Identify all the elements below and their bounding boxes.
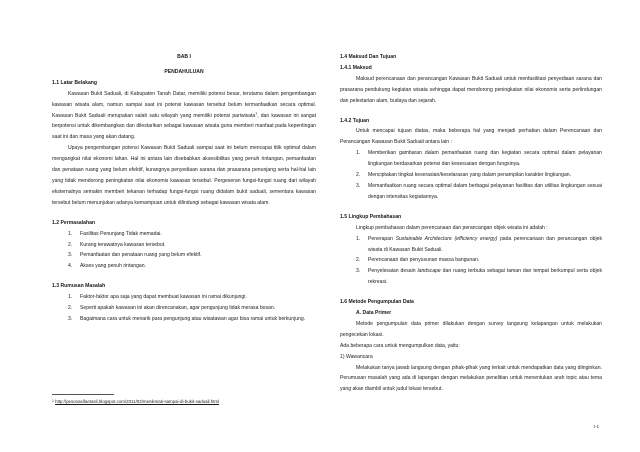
list-item: 3. Pemanfaatan dan penataan ruang yang belum efektif. [68,252,202,259]
section-1-6-subheading: A. Data Primer [356,310,392,317]
paragraph-text: Kawasan Bukit Saduali, di Kabupaten Tanah Datar, memiliki potensi besar, terutama dalam pengembangan kawasan wisata alam, namun sampai saat ini potensi kawasan tersebut belum termanfaatkan secara optimal. Kawasan Bukit Saduali merupakan salah satu wilayah yang memiliki potensi pariwisata [52,90,316,119]
footnote-ref[interactable]: 1 [255,110,258,115]
list-item: 1. Fasilitas Penunjang Tidak memadai. [68,230,162,237]
list-item: 1. Penerapan Sustainable Architecture (efficiency energy) pada perencanaan dan perancangan objek wisata di Kawasan Bukit Saduali. [356,235,603,253]
section-1-4-heading: 1.4 Maksud Dan Tujuan [340,54,397,60]
list-item-text: Faktor-faktor apa saja yang dapat membuat kawasan ini ramai dikunjungi. [80,294,247,301]
list-item: 2. Perencanaan dan penyusunan massa bangunan. [356,257,480,264]
list-item: 2. Kurang terawatnya kawasan tersebut. [68,241,166,248]
list-item-text: pada perencanaan dan perancangan objek wisata di Kawasan Bukit Saduali. [368,235,603,253]
section-1-6-paragraph-2: Ada beberapa cara untuk mengumpulkan data, yaitu: [340,342,460,349]
footnote-number: 1 [52,399,54,403]
list-item-text: Memanfaatkan ruang secara optimal dalam berbagai pelayanan fasilitas dan utilitas lingkungan sesuai dengan intensitas kegiatannya. [368,182,602,200]
list-item-text: Penerapan [368,235,396,242]
list-item: 1. Memberikan gambaran dalam pemanfaatan ruang dan kegiatan secara optimal dalam pelayanan lingkungan berdasarkan potensi dan kesesuaian dengan fungsinya. [356,150,602,168]
list-item-text: dan ruang terbuka sebagai taman dan tempat berkumpul serta objek rekreasi. [368,268,602,286]
objective-list [340,148,602,203]
footnote-divider [52,394,114,395]
section-1-1-heading: 1.1 Latar Belakang [52,79,98,86]
section-1-6-paragraph-1: Metode pengumpulan data primer dilakukan dengan survey langsung kelapangan untuk melakukan pengecekan lokasi. [340,320,602,338]
section-1-4-2-paragraph: Untuk mencapai tujuan diatas, maka beberapa hal yang menjadi perhatian dalam Perencanaan dan Perancangan Kawasan Bukit Saduali antara lain : [340,128,602,146]
list-item: 2. Menciptakan tingkat keserasian/keselarasan yang dalam penampilan karakter lingkungan. [356,172,572,179]
section-1-2-heading: 1.2 Permasalahan [52,219,96,226]
section-1-4-1-paragraph: Maksud perencanaan dan perancangan Kawasan Bukit Saduali untuk menfasilitasi penyediaan sarana dan prasarana pendukung kegiatan wisata sehingga dapat mendorong peningkatan nilai ekonomis serta perlindungan dan pelestarian alam, budaya dan sejarah. [340,75,602,104]
right-column [340,52,602,395]
list-item-text: Perencanaan dan penyusunan massa bangunan. [368,257,480,264]
list-item-text: Penyelesaian desain [368,268,418,275]
section-1-5-heading: 1.5 Lingkup Pembahasan [340,213,402,220]
section-1-1-paragraph-2: Upaya pengembangan potensi Kawasan Bukit Saduali sampai saat ini belum mencapai titik optimal dalam mengangkat nilai ekonomi lahan. Hal ini antara lain disebabkan aksesibilitas yang penuh rintangan, pemanfaatan dan penataan ruang yang belum efektif, kurangnya penyediaan sarana dan prasarana penunjang serta hal-hal lain yang tidak mendorong peningkatan nilai ekonomis kawasan tersebut. Pergeseran fungsi-fungsi ruang dari wilayah eksternalnya semakin memberi tekanan terhadap fungsi-fungsi ruang didalam bukit saduali, sementara kawasan tersebut belum menunjukan adanya kemampuan untuk dilindungi sebagai kawasan wisata alam. [52,145,316,206]
list-item-text: Menciptakan tingkat keserasian/keselarasan yang dalam penampilan karakter lingkungan. [368,172,572,179]
list-item-italic: Sustainable Architecture (efficiency energy) [395,235,498,242]
interview-item-label: 1) Wawancara [340,353,373,360]
list-item-italic: landscape [417,268,441,275]
section-1-1-paragraph-1 [52,89,316,144]
list-item: 3. Bagaimana cara untuk menarik para pengunjung atau wisatawan agar bisa ramai untuk berkunjung. [68,315,306,322]
chapter-label: BAB I [177,54,191,60]
list-item-text: Memberikan gambaran dalam pemanfaatan ruang dan kegiatan secara optimal dalam pelayanan lingkungan berdasarkan potensi dan kesesuaian dengan fungsinya. [368,150,602,168]
list-item-text: Fasilitas Penunjang Tidak memadai. [80,230,162,237]
paragraph-text: , dan kawasan ini sangat berpotensi untuk dikembangkan dan dilestarikan sebagai kawasan wisata guna memberi manfaat pada kepentingan saat ini dan masa yang akan datang. [52,112,316,141]
list-item-text: Seperti apakah kawasan ini akan direncanakan, agar pengunjung tidak merasa bosan. [80,305,276,312]
section-1-4-1-heading: 1.4.1 Maksud [340,64,372,71]
list-item: 3. Penyelesaian desain landscape dan ruang terbuka sebagai taman dan tempat berkumpul serta objek rekreasi. [356,268,602,286]
list-item-text: Bagaimana cara untuk menarik para pengunjung atau wisatawan agar bisa ramai untuk berkunjung. [80,315,306,322]
list-item: 3. Memanfaatkan ruang secara optimal dalam berbagai pelayanan fasilitas dan utilitas lingkungan sesuai dengan intensitas kegiatannya. [356,182,602,200]
section-1-6-heading: 1.6 Metode Pengumpulan Data [340,299,414,306]
list-item: 1. Faktor-faktor apa saja yang dapat membuat kawasan ini ramai dikunjungi. [68,294,247,301]
section-1-5-paragraph: Lingkup pembahasan dalam perencanaan dan perancangan objek wisata ini adalah : [356,224,548,231]
list-item-text: Kurang terawatnya kawasan tersebut. [80,241,166,248]
scope-list [340,234,602,289]
section-1-3-heading: 1.3 Rumusan Masalah [52,283,106,290]
footnote-link[interactable]: http://pesonasifaetasli.blogspot.com/2011/02/menikmati-sampai-di-bukit-saduali.html [55,399,220,404]
list-item-text: Akses yang penuh rintangan. [80,263,146,270]
list-item-text: Pemanfaatan dan penataan ruang yang belum efektif. [80,252,202,259]
footnote [52,398,219,405]
left-column [52,52,316,325]
list-item: 2. Seperti apakah kawasan ini akan direncanakan, agar pengunjung tidak merasa bosan. [68,305,276,312]
page-number: I-1 [594,424,600,429]
problem-list [52,229,316,273]
formulation-list [52,292,316,325]
section-1-4-2-heading: 1.4.2 Tujuan [340,117,370,124]
section-1-6-paragraph-3: Melakukan tanya jawab langsung dengan pihak-pihak yang terkait untuk mendapatkan data yang diinginkan. Perumusan masalah yang ada di lapangan dengan melakukan penelitian untuk menentukan arah topic atau tema yang akan diambil untuk judul lokasi tersebut. [340,364,602,393]
list-item: 4. Akses yang penuh rintangan. [68,263,146,270]
chapter-title: PENDAHULUAN [164,68,204,75]
